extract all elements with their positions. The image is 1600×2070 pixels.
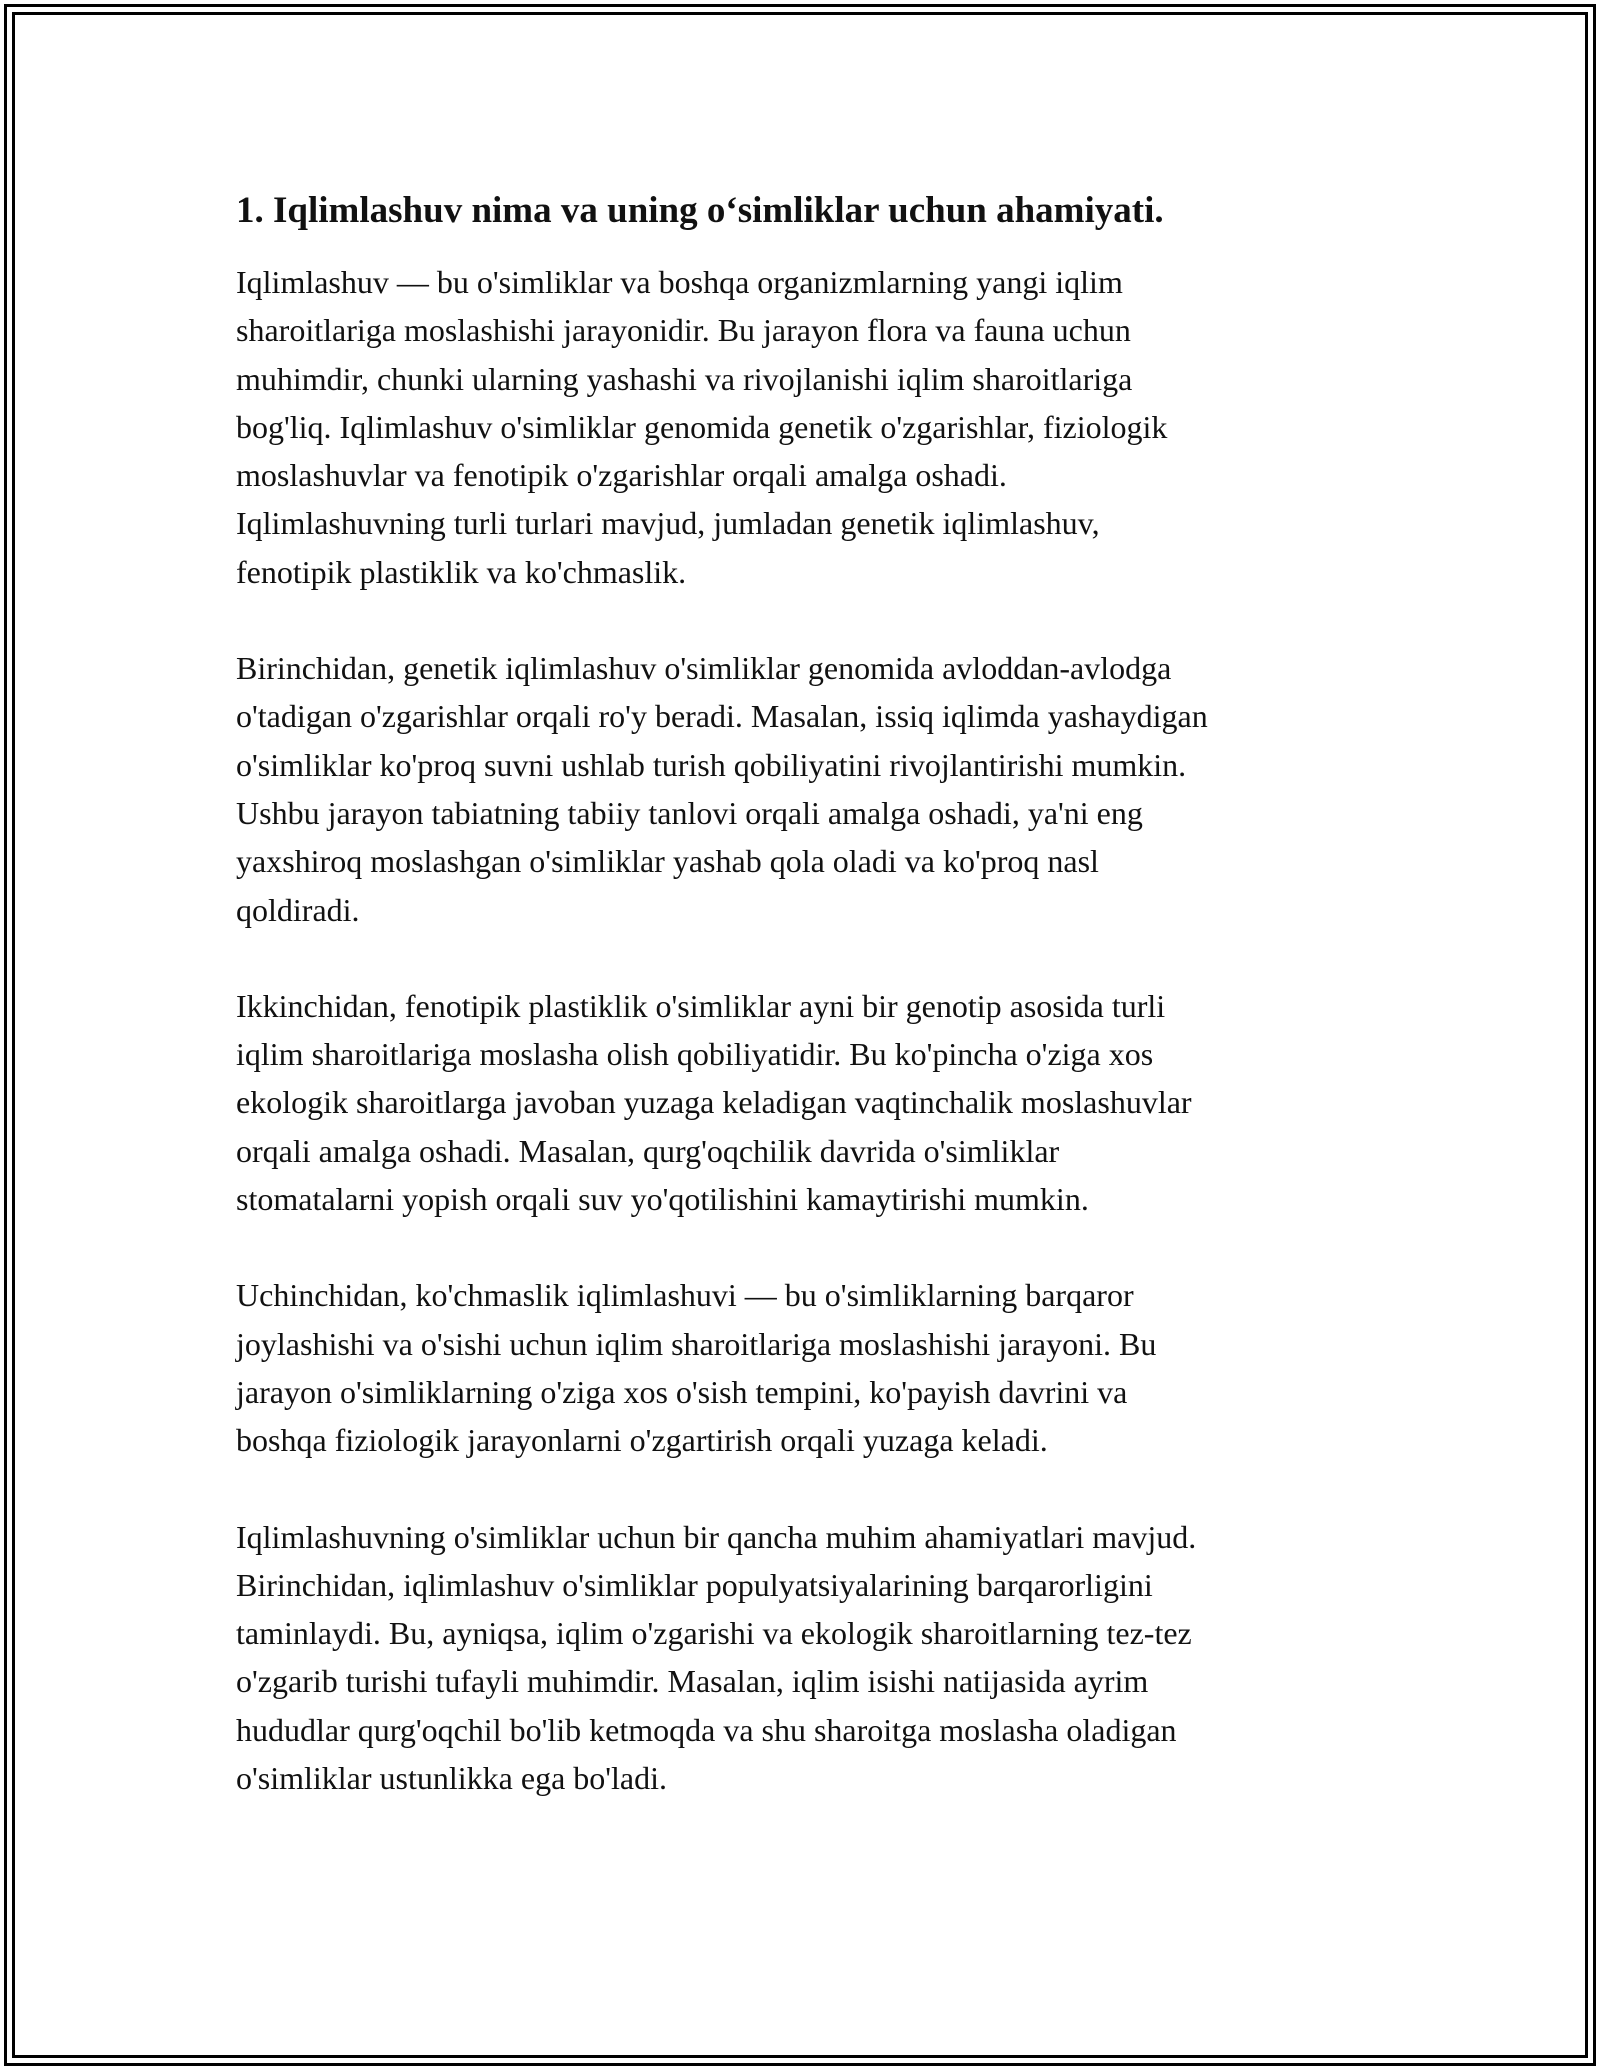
- text-line: yaxshiroq moslashgan o'simliklar yashab qola oladi va ko'proq nasl: [236, 843, 1099, 880]
- text-line: Birinchidan, iqlimlashuv o'simliklar populyatsiyalarining barqarorligini: [236, 1566, 1153, 1603]
- text-line: Iqlimlashuvning turli turlari mavjud, jumladan genetik iqlimlashuv,: [236, 505, 1100, 542]
- text-line: Ikkinchidan, fenotipik plastiklik o'simliklar ayni bir genotip asosida turli: [236, 987, 1166, 1024]
- text-line: Birinchidan, genetik iqlimlashuv o'simliklar genomida avloddan-avlodga: [236, 650, 1172, 687]
- paragraph-genetic: [236, 644, 1366, 934]
- text-line: qoldiradi.: [236, 891, 360, 928]
- paragraph-importance: [236, 1513, 1366, 1803]
- text-line: o'simliklar ko'proq suvni ushlab turish qobiliyatini rivojlantirishi mumkin.: [236, 746, 1187, 783]
- paragraph-phenotypic: [236, 982, 1366, 1223]
- text-line: o'zgarib turishi tufayli muhimdir. Masalan, iqlim isishi natijasida ayrim: [236, 1663, 1149, 1700]
- section-heading: 1. Iqlimlashuv nima va uning o‘simliklar uchun ahamiyati.: [236, 190, 1164, 231]
- document-body: [236, 186, 1366, 1850]
- text-line: jarayon o'simliklarning o'ziga xos o'sish tempini, ko'payish davrini va: [236, 1373, 1128, 1410]
- text-line: bog'liq. Iqlimlashuv o'simliklar genomida genetik o'zgarishlar, fiziologik: [236, 408, 1168, 445]
- text-line: boshqa fiziologik jarayonlarni o'zgartirish orqali yuzaga keladi.: [236, 1422, 1048, 1459]
- text-line: Ushbu jarayon tabiatning tabiiy tanlovi orqali amalga oshadi, ya'ni eng: [236, 794, 1143, 831]
- text-line: orqali amalga oshadi. Masalan, qurg'oqchilik davrida o'simliklar: [236, 1132, 1060, 1169]
- text-line: hududlar qurg'oqchil bo'lib ketmoqda va shu sharoitga moslasha oladigan: [236, 1711, 1177, 1748]
- text-line: Iqlimlashuvning o'simliklar uchun bir qancha muhim ahamiyatlari mavjud.: [236, 1518, 1197, 1555]
- text-line: fenotipik plastiklik va ko'chmaslik.: [236, 553, 687, 590]
- paragraph-intro: [236, 258, 1366, 596]
- text-line: iqlim sharoitlariga moslasha olish qobiliyatidir. Bu ko'pincha o'ziga xos: [236, 1036, 1154, 1073]
- text-line: muhimdir, chunki ularning yashashi va rivojlanishi iqlim sharoitlariga: [236, 360, 1133, 397]
- text-line: ekologik sharoitlarga javoban yuzaga keladigan vaqtinchalik moslashuvlar: [236, 1084, 1192, 1121]
- text-line: Uchinchidan, ko'chmaslik iqlimlashuvi — bu o'simliklarning barqaror: [236, 1277, 1134, 1314]
- text-line: moslashuvlar va fenotipik o'zgarishlar orqali amalga oshadi.: [236, 457, 1007, 494]
- text-line: o'tadigan o'zgarishlar orqali ro'y beradi. Masalan, issiq iqlimda yashaydigan: [236, 698, 1208, 735]
- text-line: stomatalarni yopish orqali suv yo'qotilishini kamaytirishi mumkin.: [236, 1181, 1089, 1218]
- paragraph-settlement: [236, 1271, 1366, 1464]
- text-line: o'simliklar ustunlikka ega bo'ladi.: [236, 1760, 668, 1797]
- text-line: Iqlimlashuv — bu o'simliklar va boshqa organizmlarning yangi iqlim: [236, 264, 1123, 300]
- text-line: joylashishi va o'sishi uchun iqlim sharoitlariga moslashishi jarayoni. Bu: [236, 1325, 1157, 1362]
- text-line: sharoitlariga moslashishi jarayonidir. Bu jarayon flora va fauna uchun: [236, 312, 1131, 349]
- text-line: taminlaydi. Bu, ayniqsa, iqlim o'zgarishi va ekologik sharoitlarning tez-tez: [236, 1615, 1192, 1652]
